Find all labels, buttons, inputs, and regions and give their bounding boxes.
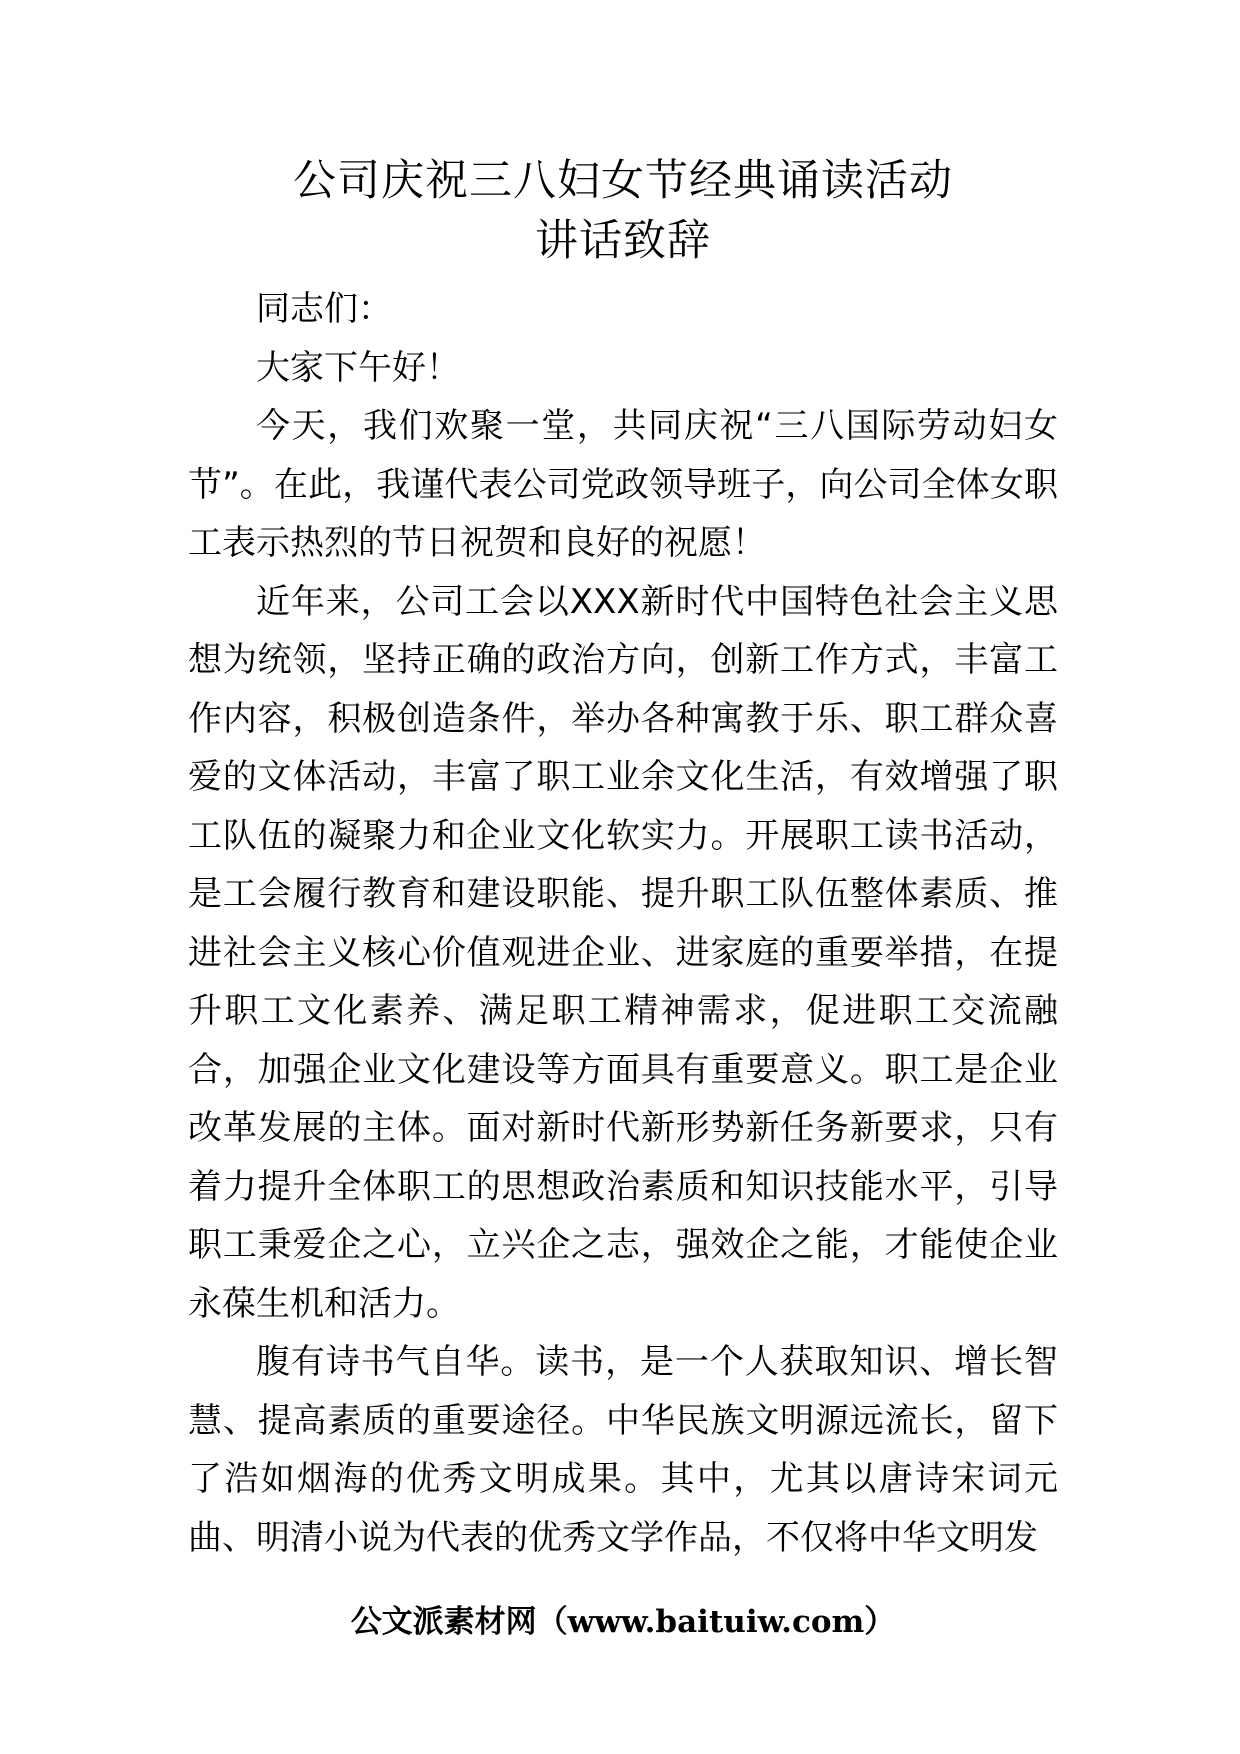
body-paragraph: 腹有诗书气自华。读书，是一个人获取知识、增长智慧、提高素质的重要途径。中华民族文明源远流长，留下了浩如烟海的优秀文明成果。其中，尤其以唐诗宋词元曲、明清小说为代表的优秀文学作品，不仅将中华文明发 [188,1342,1058,1558]
body-paragraph: 今天，我们欢聚一堂，共同庆祝“三八国际劳动妇女节”。在此，我谨代表公司党政领导班子，向公司全体女职工表示热烈的节日祝贺和良好的祝愿！ [188,406,1058,563]
greeting: 大家下午好！ [256,347,460,388]
document-title-line-1: 公司庆祝三八妇女节经典诵读活动 [293,156,953,206]
page-footer-watermark: 公文派素材网（www.baituiw.com） [350,1604,896,1640]
document-body [188,280,1058,1567]
document-title-line-2: 讲话致辞 [535,216,711,266]
salutation: 同志们： [256,289,392,329]
body-paragraph: 近年来，公司工会以XXX新时代中国特色社会主义思想为统领，坚持正确的政治方向，创新工作方式，丰富工作内容，积极创造条件，举办各种寓教于乐、职工群众喜爱的文体活动，丰富了职工业余文化生活，有效增强了职工队伍的凝聚力和企业文化软实力。开展职工读书活动，是工会履行教育和建设职能、提升职工队伍整体素质、推进社会主义核心价值观进企业、进家庭的重要举措，在提升职工文化素养、满足职工精神需求，促进职工交流融合，加强企业文化建设等方面具有重要意义。职工是企业改革发展的主体。面对新时代新形势新任务新要求，只有着力提升全体职工的思想政治素质和知识技能水平，引导职工秉爱企之心，立兴企之志，强效企之能，才能使企业永葆生机和活力。 [188,581,1058,1324]
